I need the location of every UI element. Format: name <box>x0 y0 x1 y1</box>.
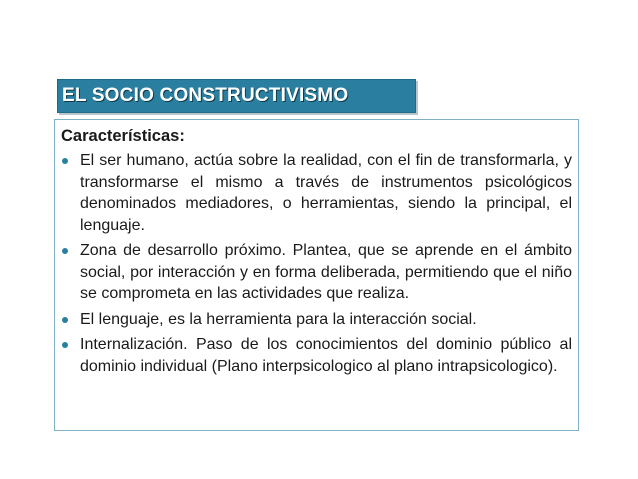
bullet-text: Internalización. Paso de los conocimientos del dominio público al dominio individual (Plano interpsicologico al plano intrapsicologico). <box>80 336 572 375</box>
list-item <box>61 150 572 236</box>
bullet-icon <box>62 342 68 348</box>
bullet-text: Zona de desarrollo próximo. Plantea, que se aprende en el ámbito social, por interacción y en forma deliberada, permitiendo que el niño se comprometa en las actividades que realiza. <box>80 242 572 302</box>
bullet-text: El ser humano, actúa sobre la realidad, con el fin de transformarla, y transformarse el mismo a través de instrumentos psicológicos denominados mediadores, o herramientas, siendo la principal, el lenguaje. <box>80 152 572 234</box>
slide-title-bar <box>57 79 416 113</box>
list-item <box>61 309 572 331</box>
content-box <box>54 119 579 431</box>
bullet-list <box>61 150 572 377</box>
list-item <box>61 334 572 377</box>
slide-title: EL SOCIO CONSTRUCTIVISMO <box>62 85 349 106</box>
list-item <box>61 240 572 305</box>
bullet-icon <box>62 158 68 164</box>
bullet-icon <box>62 317 68 323</box>
section-heading: Características: <box>61 127 185 145</box>
bullet-icon <box>62 248 68 254</box>
bullet-text: El lenguaje, es la herramienta para la interacción social. <box>80 310 477 328</box>
